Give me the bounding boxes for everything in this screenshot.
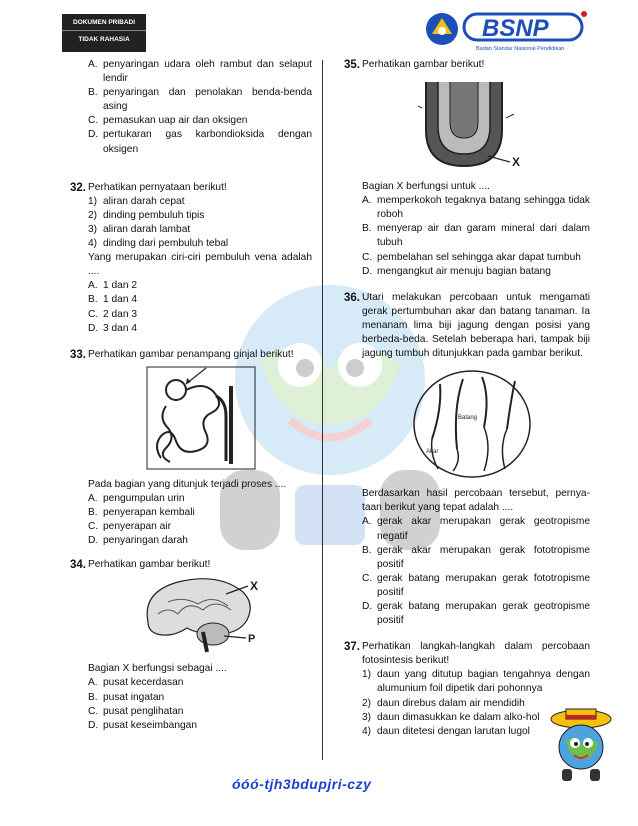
footer-text: óóó-tjh3bdupjri-czy	[232, 776, 372, 792]
answer-option	[362, 265, 590, 279]
question-36	[344, 291, 590, 628]
question-number: 34.	[70, 559, 86, 572]
answer-option-text: penyerapan kembali	[103, 506, 195, 518]
answer-option	[88, 506, 312, 520]
statement-item-text: dinding pembuluh tipis	[103, 209, 205, 221]
answer-option	[362, 572, 590, 600]
step-item-text: daun ditetesi dengan larutan lugol	[377, 725, 530, 737]
question-31-continued	[70, 58, 312, 157]
answer-option-text: penyaringan darah	[103, 535, 188, 547]
answer-option-text: gerak akar merupakan gerak fototropisme positif	[377, 544, 590, 570]
answer-option-key: D.	[88, 535, 99, 547]
step-item-key: 4)	[362, 725, 372, 737]
statement-item-key: 1)	[88, 195, 98, 207]
label-batang: Batang	[458, 415, 478, 422]
answer-option-key: B.	[88, 691, 98, 703]
question-text: Pada bagian yang ditunjuk terjadi proses ....	[88, 478, 287, 490]
statement-item-key: 2)	[88, 209, 98, 221]
column-divider	[322, 60, 323, 760]
options-list	[88, 279, 312, 335]
answer-option-text: gerak batang merupakan gerak geotropisme positif	[377, 600, 590, 627]
answer-option-text: gerak akar merupakan gerak geotropisme negatif	[377, 516, 590, 542]
answer-option	[88, 719, 312, 733]
answer-option-text: 3 dan 4	[103, 322, 137, 334]
answer-option-text: pusat ingatan	[103, 691, 165, 703]
step-item-text: daun dimasukkan ke dalam alko-hol	[377, 711, 540, 723]
step-item-text: daun direbus dalam air mendidih	[377, 697, 525, 709]
question-intro: Utari melakukan percobaan untuk mengamati gerak pertumbuhan akar dan batang tanaman. Ia menanam lima biji jagung dengan posisi yang berbeda-beda. Setelah beberapa hari, tampak biji jagung tumbuh ditunjukkan pada gambar berikut.	[362, 291, 590, 360]
question-text: Bagian X berfungsi untuk ....	[362, 181, 490, 193]
question-35	[344, 58, 590, 279]
label-akar: Akar	[426, 449, 439, 456]
step-item-key: 3)	[362, 711, 372, 723]
answer-option	[88, 705, 312, 719]
question-intro: Perhatikan gambar penampang ginjal berikut!	[88, 348, 294, 360]
answer-option-key: A.	[88, 492, 98, 504]
answer-option-key: D.	[88, 322, 99, 334]
question-33	[70, 348, 312, 549]
answer-option-key: A.	[88, 677, 98, 689]
answer-option-text: mengangkut air menuju bagian batang	[377, 265, 551, 277]
options-list	[362, 515, 590, 628]
answer-option-text: 2 dan 3	[103, 308, 137, 320]
statement-item	[88, 223, 312, 237]
question-intro: Perhatikan gambar berikut!	[362, 59, 485, 70]
question-number: 37.	[344, 641, 360, 654]
statement-item	[88, 209, 312, 223]
statement-item-text: dinding dari pembuluh tebal	[103, 238, 229, 250]
answer-option	[88, 58, 312, 86]
question-text: Berdasarkan hasil percobaan tersebut, pernya-taan berikut yang tepat adalah ....	[362, 488, 590, 514]
bsnp-logo-text: BSNP	[482, 15, 549, 42]
answer-option	[362, 222, 590, 250]
right-column	[344, 58, 590, 739]
answer-option	[88, 492, 312, 506]
answer-option-key: C.	[88, 115, 99, 127]
question-34	[70, 558, 312, 733]
answer-option	[88, 308, 312, 322]
answer-option	[362, 544, 590, 572]
statement-item-key: 4)	[88, 238, 98, 250]
answer-option-text: 1 dan 2	[103, 280, 137, 292]
answer-option	[88, 676, 312, 690]
step-item	[362, 668, 590, 696]
statement-item	[88, 237, 312, 251]
doc-line-1: DOKUMEN PRIBADI	[62, 14, 146, 31]
question-number: 36.	[344, 291, 360, 304]
statement-item-text: aliran darah cepat	[103, 195, 185, 207]
answer-option-text: gerak batang merupakan gerak fototropisme positif	[377, 572, 590, 598]
answer-option-key: B.	[88, 87, 98, 99]
answer-option-key: A.	[362, 195, 372, 207]
question-text: Bagian X berfungsi sebagai ....	[88, 663, 227, 675]
options-list	[88, 676, 312, 732]
answer-option-key: B.	[362, 223, 372, 235]
answer-option	[88, 279, 312, 293]
answer-option-text: pemasukan uap air dan oksigen	[103, 115, 248, 127]
answer-option-key: C.	[88, 308, 99, 320]
statement-item-text: aliran darah lambat	[103, 223, 191, 235]
document-classification-box	[62, 14, 146, 52]
question-number: 32.	[70, 181, 86, 194]
doc-line-2: TIDAK RAHASIA	[78, 36, 130, 43]
answer-option-text: pusat penglihatan	[103, 705, 184, 717]
left-column	[70, 58, 312, 733]
answer-option	[88, 128, 312, 156]
answer-option-key: C.	[88, 705, 99, 717]
answer-option-text: penyerapan air	[103, 521, 171, 533]
question-number: 33.	[70, 348, 86, 361]
answer-option	[362, 515, 590, 543]
mascot-globe-image	[548, 705, 614, 785]
answer-option-text: 1 dan 4	[103, 294, 137, 306]
label-x: X	[512, 155, 521, 170]
answer-option-key: C.	[362, 572, 373, 584]
question-number: 35.	[344, 59, 360, 71]
question-32	[70, 181, 312, 336]
answer-option-text: penyaringan udara oleh rambut dan selaput lendir	[103, 59, 312, 85]
answer-option-text: menyerap air dan garam mineral dari dalam tubuh	[377, 223, 590, 249]
answer-option-text: pusat kecerdasan	[103, 677, 184, 689]
step-item-key: 1)	[362, 669, 372, 681]
label-x: X	[250, 579, 259, 594]
answer-option-text: pembelahan sel sehingga akar dapat tumbuh	[377, 251, 581, 263]
answer-option-text: penyaringan dan penolakan benda-benda asing	[103, 87, 312, 113]
answer-option	[88, 534, 312, 548]
question-intro: Perhatikan gambar berikut!	[88, 559, 211, 571]
answer-option-key: D.	[362, 600, 373, 612]
answer-option	[88, 322, 312, 336]
question-intro: Perhatikan pernyataan berikut!	[88, 181, 227, 193]
answer-option-key: D.	[88, 719, 99, 731]
brain-section-figure	[138, 574, 268, 654]
options-list	[362, 194, 590, 279]
answer-option-key: C.	[362, 251, 373, 263]
answer-option	[362, 251, 590, 265]
answer-option-key: D.	[362, 265, 373, 277]
answer-option-key: B.	[362, 544, 372, 556]
question-intro: Perhatikan langkah-langkah dalam percobaan fotosintesis berikut!	[362, 641, 590, 667]
answer-option-text: memperkokoh tegaknya batang sehingga tidak roboh	[377, 195, 590, 221]
kidney-nephron-figure	[146, 366, 256, 470]
root-tip-figure	[418, 78, 528, 170]
answer-option-key: B.	[88, 506, 98, 518]
answer-option-key: A.	[362, 516, 372, 528]
step-item-key: 2)	[362, 697, 372, 709]
label-p: P	[248, 633, 256, 646]
answer-option-key: A.	[88, 59, 98, 70]
answer-option	[362, 194, 590, 222]
answer-option	[88, 114, 312, 128]
answer-option-key: B.	[88, 294, 98, 306]
options-list	[88, 492, 312, 548]
step-item-text: daun yang ditutup bagian tengahnya dengan alumunium foil dipetik dari pohonnya	[377, 669, 590, 695]
answer-option	[88, 691, 312, 705]
bsnp-logo-subtitle: Badan Standar Nasional Pendidikan	[476, 46, 565, 52]
corn-seedlings-figure	[412, 369, 532, 479]
answer-option	[88, 520, 312, 534]
answer-option-text: pusat keseimbangan	[103, 719, 198, 731]
answer-option-key: D.	[88, 129, 99, 141]
answer-option	[362, 600, 590, 628]
options-list	[88, 58, 312, 157]
answer-option-key: A.	[88, 280, 98, 292]
answer-option-text: pertukaran gas karbondioksida dengan oksigen	[103, 129, 312, 155]
answer-option	[88, 293, 312, 307]
answer-option-key: C.	[88, 521, 99, 533]
answer-option-text: pengumpulan urin	[103, 492, 185, 504]
bsnp-logo	[424, 6, 590, 56]
statement-item-key: 3)	[88, 223, 98, 235]
answer-option	[88, 86, 312, 114]
statement-item	[88, 195, 312, 209]
statements-list	[88, 195, 312, 251]
question-text: Yang merupakan ciri-ciri pembuluh vena adalah ....	[88, 252, 312, 278]
